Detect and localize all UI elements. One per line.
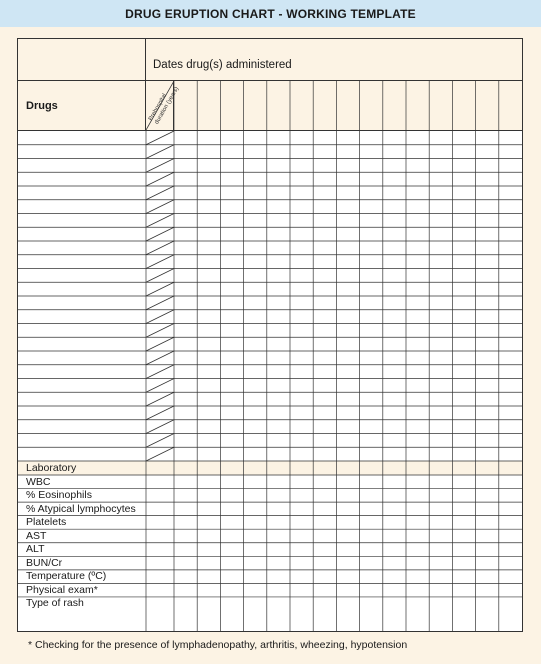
prehospital-duration-label: Prehospital duration (years) [148,85,180,126]
prehospital-diagonal-line [146,420,174,434]
prehospital-diagonal-line [146,241,174,255]
laboratory-row-label: % Atypical lymphocytes [26,502,136,515]
prehospital-diagonal-line [146,282,174,296]
prehospital-diagonal-line [146,269,174,283]
prehospital-diagonal-line [146,310,174,324]
drugs-header-label: Drugs [26,100,58,112]
laboratory-header-row [18,461,522,475]
prehospital-diagonal-line [146,337,174,351]
prehospital-diagonal-line [146,351,174,365]
prehospital-diagonal-line [146,227,174,241]
prehospital-diagonal-line [146,296,174,310]
prehospital-diagonal-line [146,392,174,406]
laboratory-row-label: Platelets [26,516,67,529]
chart-title-bar [0,0,541,27]
footnote: * Checking for the presence of lymphadenopathy, arthritis, wheezing, hypotension [28,639,408,651]
dates-header-label: Dates drug(s) administered [153,59,292,71]
prehospital-diagonal-line [146,447,174,461]
prehospital-diagonal-line [146,406,174,420]
prehospital-diagonal-line [146,379,174,393]
drug-eruption-table [17,38,523,632]
prehospital-diagonal-line [146,324,174,338]
prehospital-diagonal-line [146,172,174,186]
grid-lines [18,39,522,631]
prehospital-diagonal-line [146,131,174,145]
laboratory-row-label: AST [26,529,47,542]
laboratory-row-label: % Eosinophils [26,489,92,502]
prehospital-diagonal-line [146,200,174,214]
chart-title: DRUG ERUPTION CHART - WORKING TEMPLATE [125,6,416,21]
prehospital-diagonal-line [146,145,174,159]
laboratory-row-label: Physical exam* [26,583,98,596]
prehospital-diagonal-line [146,434,174,448]
laboratory-row-label: BUN/Cr [26,556,63,569]
laboratory-row-label: Temperature (ºC) [26,570,107,583]
laboratory-row-label: Type of rash [26,597,84,610]
prehospital-diagonal-line [146,365,174,379]
prehospital-diagonal-line [146,159,174,173]
laboratory-section-label: Laboratory [26,462,77,474]
prehospital-diagonal-line [146,186,174,200]
laboratory-row-label: WBC [26,475,51,488]
prehospital-diagonal-line [146,214,174,228]
prehospital-diagonal-line [146,255,174,269]
laboratory-row-label: ALT [26,543,45,556]
